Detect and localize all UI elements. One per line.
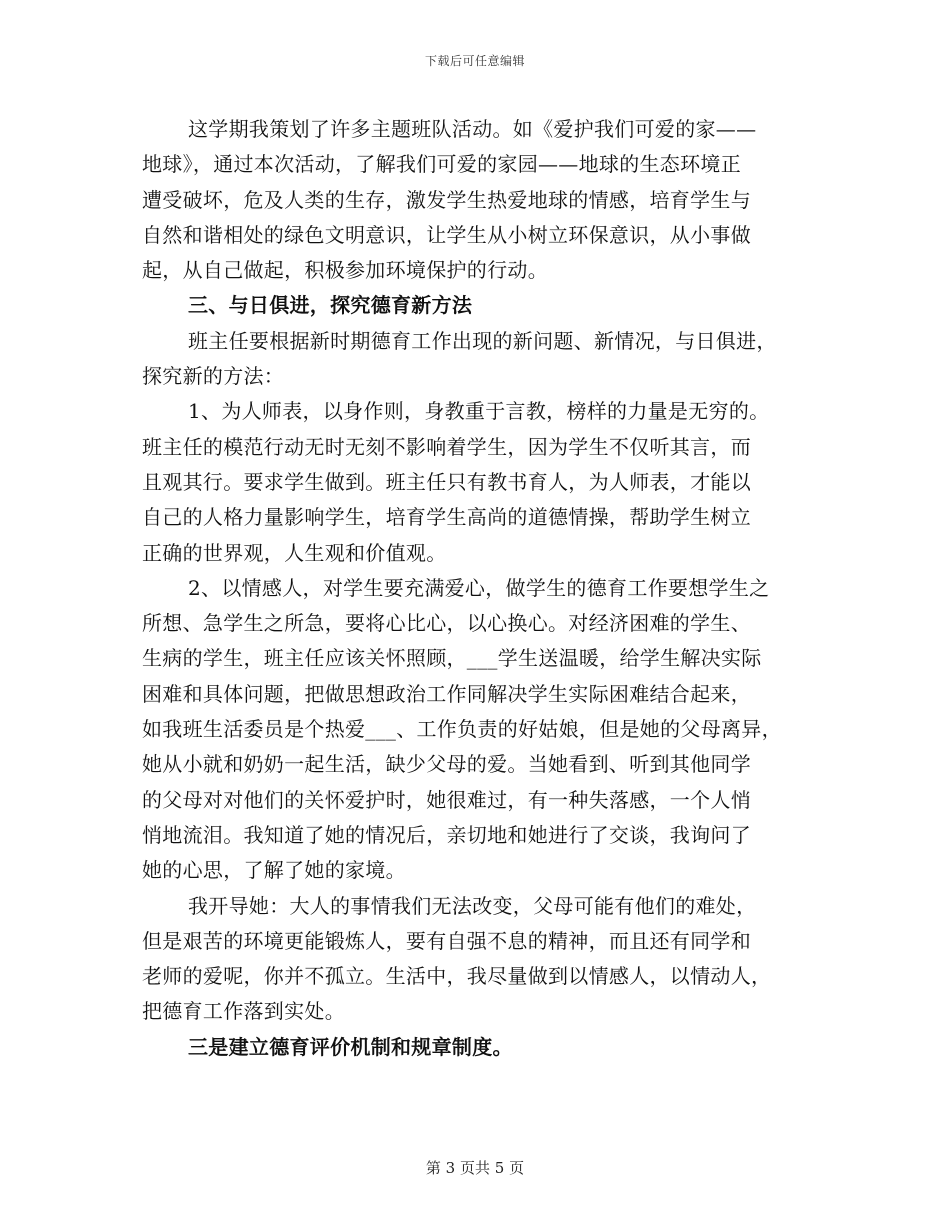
text-line: 正确的世界观，人生观和价值观。 <box>142 540 447 565</box>
section-heading: 三、与日俱进，探究德育新方法 <box>188 293 473 318</box>
page-footer: 第 3 页共 5 页 <box>425 1159 525 1177</box>
text-line: 把德育工作落到实处。 <box>142 999 345 1024</box>
text-line: 困难和具体问题，把做思想政治工作同解决学生实际困难结合起来， <box>142 681 751 706</box>
text-line: 我开导她：大人的事情我们无法改变，父母可能有他们的难处， <box>188 893 757 918</box>
text-line: 她从小就和奶奶一起生活，缺少父母的爱。当她看到、听到其他同学 <box>142 752 751 777</box>
section-heading: 三是建立德育评价机制和规章制度。 <box>188 1034 513 1059</box>
text-line: 遭受破坏，危及人类的生存，激发学生热爱地球的情感，培育学生与 <box>142 187 751 212</box>
text-line: 悄地流泪。我知道了她的情况后，亲切地和她进行了交谈，我询问了 <box>142 822 751 847</box>
text-line: 她的心思，了解了她的家境。 <box>142 858 406 883</box>
text-line: 老师的爱呢，你并不孤立。生活中，我尽量做到以情感人，以情动人， <box>142 964 772 989</box>
text-line: 自然和谐相处的绿色文明意识，让学生从小树立环保意识，从小事做 <box>142 222 751 247</box>
text-line: 地球》，通过本次活动，了解我们可爱的家园——地球的生态环境正 <box>142 152 741 177</box>
text-line: 且观其行。要求学生做到。班主任只有教书育人，为人师表，才能以 <box>142 469 751 494</box>
text-line: 探究新的方法： <box>142 364 285 389</box>
text-line: 生病的学生，班主任应该关怀照顾，___学生送温暖，给学生解决实际 <box>142 646 762 671</box>
text-line: 1、为人师表，以身作则，身教重于言教，榜样的力量是无穷的。 <box>188 399 770 424</box>
text-line: 如我班生活委员是个热爱___、工作负责的好姑娘，但是她的父母离异， <box>142 717 782 742</box>
text-line: 起，从自己做起，积极参加环境保护的行动。 <box>142 258 548 283</box>
text-line: 但是艰苦的环境更能锻炼人，要有自强不息的精神，而且还有同学和 <box>142 928 751 953</box>
document-body <box>142 112 814 1065</box>
text-line: 所想、急学生之所急，要将心比心，以心换心。对经济困难的学生、 <box>142 611 751 636</box>
text-line: 的父母对对他们的关怀爱护时，她很难过，有一种失落感，一个人悄 <box>142 787 751 812</box>
text-line: 自己的人格力量影响学生，培育学生高尚的道德情操，帮助学生树立 <box>142 505 751 530</box>
text-line: 2、以情感人，对学生要充满爱心，做学生的德育工作要想学生之 <box>188 575 770 600</box>
page-header: 下载后可任意编辑 <box>424 54 525 68</box>
text-line: 这学期我策划了许多主题班队活动。如《爱护我们可爱的家—— <box>188 117 757 141</box>
text-line: 班主任要根据新时期德育工作出现的新问题、新情况，与日俱进， <box>188 328 777 353</box>
text-line: 班主任的模范行动无时无刻不影响着学生，因为学生不仅听其言，而 <box>142 434 751 459</box>
